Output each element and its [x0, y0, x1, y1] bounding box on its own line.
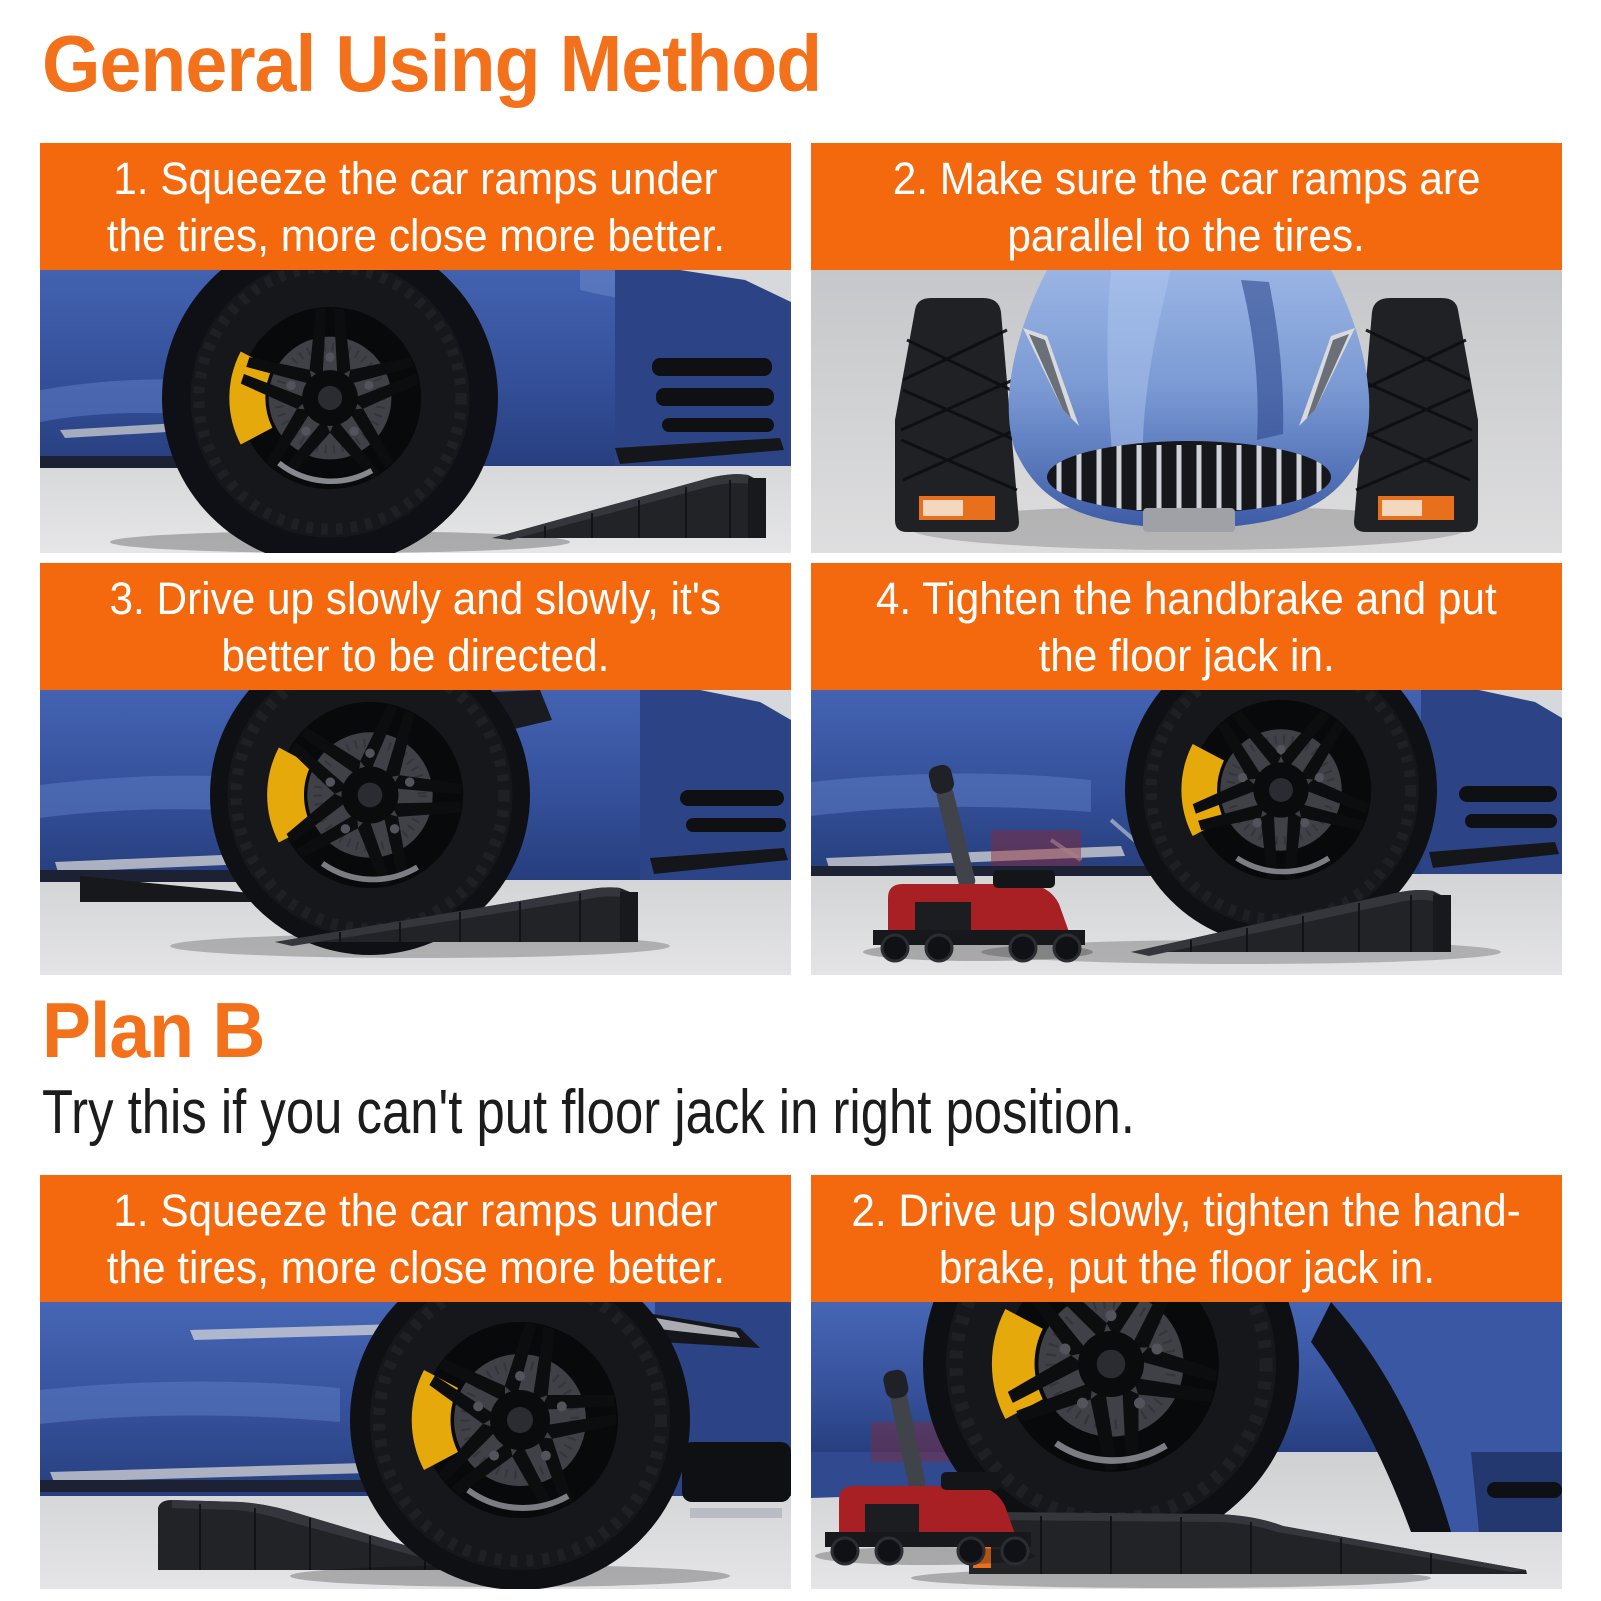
step-photo-ramp-under-tire: [40, 1302, 791, 1589]
front-bumper: [1421, 690, 1562, 874]
plan-b-subtitle: Try this if you can't put floor jack in right position.: [42, 1078, 1135, 1147]
ramp-under-tire-scene: [40, 1302, 791, 1589]
car-body: [1009, 270, 1370, 532]
tire-on-ramp-jack-scene: [811, 1302, 1562, 1589]
step-text-line: 1. Squeeze the car ramps under: [113, 1184, 718, 1236]
step-text-line: better to be directed.: [221, 629, 610, 681]
step-photo-floor-jack: [811, 690, 1562, 975]
step-photo-wheel-ramp: [40, 270, 791, 553]
jack-reflection: [991, 830, 1081, 866]
wheel: [190, 270, 469, 538]
step-text-line: parallel to the tires.: [1007, 209, 1366, 261]
ramp-right: [1354, 298, 1478, 532]
step-banner: [40, 563, 791, 690]
front-bumper: [615, 270, 791, 466]
step-photo-drive-up: [40, 690, 791, 975]
step-text-line: 2. Drive up slowly, tighten the hand-: [851, 1184, 1522, 1236]
car-on-ramp-jack-scene: [811, 690, 1562, 975]
step-panel-general-3: [40, 563, 791, 975]
jack-saddle: [993, 870, 1055, 888]
step-photo-front-view: [811, 270, 1562, 553]
step-text-line: the tires, more close more better.: [106, 1241, 725, 1293]
fog-trim: [690, 1508, 782, 1518]
plan-b-title: Plan B: [42, 986, 265, 1074]
step-text-line: 2. Make sure the car ramps are: [892, 152, 1481, 204]
car-front-ramps-scene: [811, 270, 1562, 553]
step-panel-general-2: [811, 143, 1562, 553]
step-panel-planb-2: [811, 1175, 1562, 1589]
grille: [1047, 441, 1331, 513]
step-banner: [811, 143, 1562, 270]
front-bumper: [640, 690, 791, 880]
ramp-left: [895, 298, 1019, 532]
step-photo-on-ramp-jack: [811, 1302, 1562, 1589]
step-text-line: brake, put the floor jack in.: [938, 1241, 1435, 1293]
jack-saddle: [941, 1472, 1001, 1490]
car-wheel-ramp-scene: [40, 270, 791, 553]
step-banner: [40, 1175, 791, 1302]
step-text-line: 3. Drive up slowly and slowly, it's: [109, 572, 722, 624]
page-title: General Using Method: [42, 19, 822, 108]
step-panel-general-1: [40, 143, 791, 553]
step-text-line: 1. Squeeze the car ramps under: [113, 152, 718, 204]
step-text-line: the tires, more close more better.: [106, 209, 725, 261]
license-plate-blank: [1143, 508, 1235, 532]
step-panel-planb-1: [40, 1175, 791, 1589]
step-banner: [40, 143, 791, 270]
grille: [682, 1442, 791, 1502]
step-text-line: the floor jack in.: [1038, 629, 1335, 681]
step-text-line: 4. Tighten the handbrake and put: [876, 572, 1497, 624]
step-banner: [811, 563, 1562, 690]
car-driving-up-ramp-scene: [40, 690, 791, 975]
step-panel-general-4: [811, 563, 1562, 975]
step-banner: [811, 1175, 1562, 1302]
